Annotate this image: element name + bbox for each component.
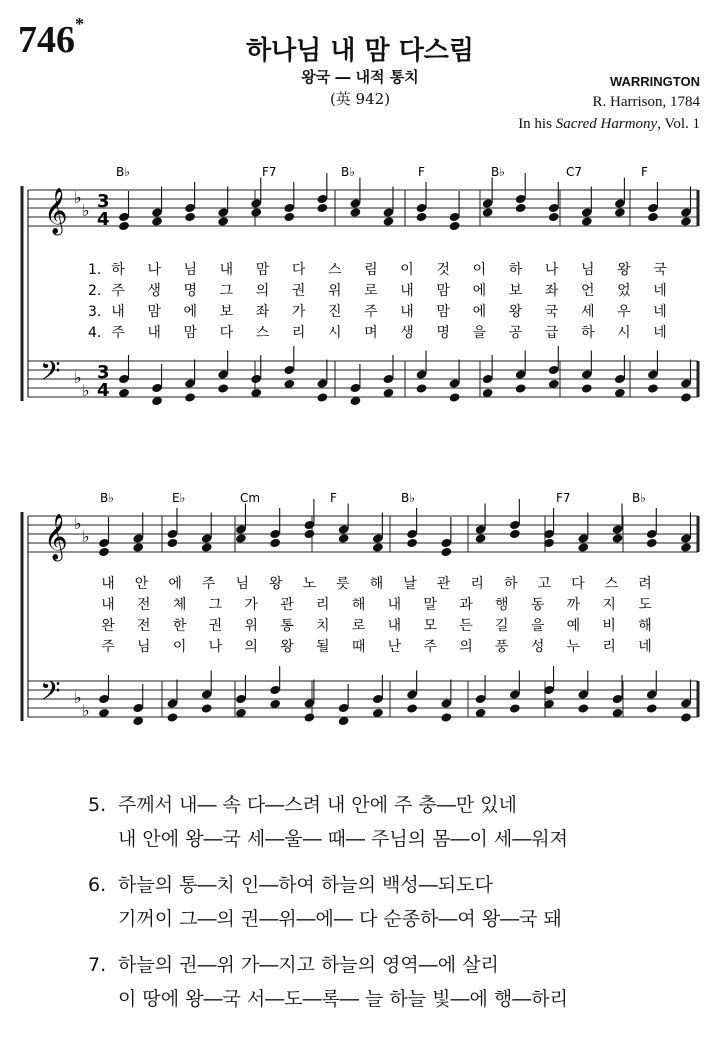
system2-chord-symbol: Cm [240, 491, 261, 505]
system1-bass-note [647, 383, 659, 394]
system1-lyric-syllable: 이 [472, 262, 487, 278]
system2-alto-note [201, 542, 213, 553]
extra-verse-line: 이 땅에 왕―국 서―도―록― 늘 하늘 빛―에 행―하리 [118, 988, 568, 1010]
system2-lyric-syllable: 권 [208, 618, 223, 634]
system1-lyric-syllable: 내 [400, 304, 414, 320]
extra-verse-number: 5. [88, 794, 107, 816]
system1-lyric-syllable: 시 [617, 325, 631, 341]
system1-lyric-syllable: 에 [183, 304, 198, 320]
system2-lyric-syllable: 내 [387, 597, 402, 613]
system2-lyric-syllable: 전 [137, 597, 151, 613]
system1-bass-note [184, 392, 196, 403]
system1-verse-number: 1. [88, 262, 102, 278]
system1-verse-number: 4. [88, 325, 102, 341]
system1-lyric-syllable: 좌 [544, 283, 559, 299]
system2-chord-symbol: B♭ [401, 491, 415, 505]
system1-alto-note [382, 216, 394, 227]
system2-lyric-syllable: 그 [208, 597, 223, 613]
system1-lyric-syllable: 맘 [436, 304, 450, 320]
system1-lyric-syllable: 나 [147, 262, 161, 278]
system1-chord-symbol: F [641, 165, 648, 179]
system1-lyric-syllable: 하 [111, 262, 125, 278]
system1-lyric-syllable: 급 [544, 325, 559, 341]
system2-lyric-syllable: 하 [503, 576, 518, 592]
system1-lyric-syllable: 내 [111, 304, 125, 320]
extra-verse-line: 하늘의 권―위 가―지고 하늘의 영역―에 살리 [118, 954, 499, 976]
system2-lyric-syllable: 때 [351, 639, 366, 655]
system1-lyric-syllable: 언 [580, 283, 595, 299]
source-credit: In his Sacred Harmony, Vol. 1 [518, 116, 700, 132]
system2-alto-note [406, 538, 418, 549]
system2-lyric-syllable: 성 [530, 639, 545, 655]
system1-verse-number: 3. [88, 304, 102, 320]
hymn-number: 746* [18, 14, 84, 61]
system1-lyric-syllable: 로 [364, 283, 378, 299]
system1-lyric-syllable: 권 [291, 283, 306, 299]
system1-time-sig: 3 [97, 191, 110, 212]
system1-time-sig: 4 [97, 380, 110, 401]
system2-lyric-syllable: 왕 [269, 576, 283, 592]
system2-bass-note [201, 703, 213, 714]
system1-lyric-syllable: 주 [111, 325, 125, 341]
system2-alto-note [303, 529, 315, 540]
system2-lyric-syllable: 해 [638, 618, 652, 634]
system2-lyric-syllable: 날 [403, 576, 417, 592]
system2-bass-note [509, 703, 521, 714]
tune-name: WARRINGTON [609, 74, 700, 89]
system2-lyric-syllable: 이 [172, 639, 187, 655]
system2-bass-note [406, 703, 418, 714]
system2-lyric-syllable: 까 [566, 597, 581, 613]
system1-alto-note [316, 203, 328, 214]
system1-lyric-syllable: 스 [255, 325, 270, 341]
system1-alto-note [283, 212, 295, 223]
system1-key-flat: ♭ [74, 368, 82, 387]
extra-verse-number: 6. [88, 874, 107, 896]
system2-chord-symbol: F7 [556, 491, 571, 505]
system1-lyric-syllable: 가 [291, 304, 306, 320]
system2-lyric-syllable: 내 [101, 576, 115, 592]
system2-lyric-syllable: 치 [316, 618, 330, 634]
system2-lyric-syllable: 고 [537, 576, 552, 592]
system1-lyric-syllable: 에 [472, 304, 487, 320]
system2-alto-note [166, 538, 178, 549]
system1-lyric-syllable: 세 [580, 304, 595, 320]
system2-alto-note [577, 542, 589, 553]
system2-chord-symbol: F [330, 491, 337, 505]
system1-alto-note [515, 203, 527, 214]
system1-alto-note [581, 216, 593, 227]
system1-lyric-syllable: 보 [219, 304, 234, 320]
system2-lyric-syllable: 통 [280, 618, 294, 634]
system1-alto-note [151, 216, 163, 227]
system1-lyric-syllable: 리 [291, 325, 306, 341]
system1-alto-note [184, 212, 196, 223]
system1-chord-symbol: C7 [566, 165, 583, 179]
system2-alto-note [475, 533, 487, 544]
system1-alto-note [349, 207, 361, 218]
system2-lyric-syllable: 난 [387, 639, 402, 655]
system1-bass-note [449, 392, 461, 403]
system1-lyric-syllable: 다 [291, 262, 306, 278]
system1-bass-note [680, 392, 692, 403]
system1-lyric-syllable: 스 [328, 262, 342, 278]
system1-lyric-syllable: 을 [472, 325, 487, 341]
extra-verse [88, 948, 568, 1016]
extra-verse [88, 788, 568, 856]
system2-lyric-syllable: 려 [638, 576, 652, 592]
system1-lyric-syllable: 맘 [436, 283, 450, 299]
system2-lyric-syllable: 님 [137, 639, 151, 655]
system1-chord-symbol: F [418, 165, 425, 179]
system1-bass-note [416, 383, 428, 394]
system2-lyric-syllable: 네 [638, 639, 652, 655]
system2-lyric-syllable: 관 [436, 576, 451, 592]
system1-lyric-syllable: 국 [653, 262, 667, 278]
system1-lyric-syllable: 주 [111, 283, 125, 299]
system2-lyric-syllable: 에 [168, 576, 182, 592]
system2-alto-note [235, 533, 247, 544]
system1-lyric-syllable: 내 [219, 262, 234, 278]
system2-lyric-syllable: 해 [351, 597, 366, 613]
system1-lyric-syllable: 림 [364, 262, 378, 278]
system2-lyric-syllable: 지 [602, 597, 616, 613]
english-hymn-reference: (英 942) [329, 90, 391, 108]
system1-lyric-syllable: 왕 [617, 262, 631, 278]
system1-lyric-syllable: 내 [147, 325, 161, 341]
system1-lyric-syllable: 국 [544, 304, 559, 320]
system2-lyric-syllable: 노 [302, 576, 317, 592]
system2-lyric-syllable: 주 [201, 576, 216, 592]
system2-lyric-syllable: 완 [101, 618, 115, 634]
system2-bass-note [577, 703, 589, 714]
system2-alto-note [680, 542, 692, 553]
system1-alto-note [680, 216, 692, 227]
system2-lyric-syllable: 든 [459, 618, 473, 634]
system1-alto-note [217, 216, 229, 227]
system1-time-sig: 3 [97, 362, 110, 383]
system1-alto-note [482, 207, 494, 218]
extra-verse-line: 내 안에 왕―국 세―울― 때― 주님의 몸―이 세―워져 [118, 828, 568, 850]
system1-lyric-syllable: 에 [472, 283, 487, 299]
system1-lyric-syllable: 네 [653, 325, 667, 341]
system1-lyric-syllable: 생 [147, 283, 161, 299]
system1-lyric-syllable: 진 [328, 304, 342, 320]
system2-lyric-syllable: 리 [602, 639, 616, 655]
system2-alto-note [440, 547, 452, 558]
system2-lyric-syllable: 나 [208, 639, 223, 655]
system2-alto-note [269, 538, 281, 549]
system2-lyric-syllable: 전 [137, 618, 151, 634]
system1-chord-symbol: F7 [262, 165, 277, 179]
system2-alto-note [372, 542, 384, 553]
system2-lyric-syllable: 도 [638, 597, 652, 613]
system1-alto-note [548, 212, 560, 223]
system2-bass-note [680, 712, 692, 723]
system1-verse-number: 2. [88, 283, 102, 299]
extra-verse-line: 하늘의 통―치 인―하여 하늘의 백성―되도다 [118, 874, 493, 896]
system1-alto-note [614, 207, 626, 218]
system2-lyric-syllable: 비 [602, 618, 616, 634]
system1-lyric-syllable: 의 [255, 283, 270, 299]
system2-lyric-syllable: 모 [423, 618, 437, 634]
system1-lyric-syllable: 다 [219, 325, 234, 341]
system1-alto-note [647, 212, 659, 223]
system1-lyric-syllable: 것 [436, 262, 450, 278]
system1-lyric-syllable: 하 [508, 262, 523, 278]
hymn-subtitle: 왕국 ― 내적 통치 [301, 68, 419, 86]
system1-alto-note [416, 212, 428, 223]
system1-time-sig: 4 [97, 209, 110, 230]
system2-lyric-syllable: 왕 [280, 639, 294, 655]
system1-key-flat: ♭ [74, 188, 82, 207]
extra-verse-number: 7. [88, 954, 107, 976]
system1-lyric-syllable: 이 [400, 262, 414, 278]
system1-bass-note [515, 383, 527, 394]
system2-lyric-syllable: 안 [134, 576, 149, 592]
system2-lyric-syllable: 내 [387, 618, 402, 634]
system1-chord-symbol: B♭ [491, 165, 505, 179]
system1-alto-note [118, 221, 130, 232]
system2-alto-note [338, 533, 350, 544]
system2-lyric-syllable: 스 [604, 576, 619, 592]
system1-lyric-syllable: 생 [400, 325, 414, 341]
system2-lyric-syllable: 한 [172, 618, 187, 634]
system1-lyric-syllable: 우 [617, 304, 631, 320]
system1-lyric-syllable: 좌 [255, 304, 270, 320]
system2-treble-clef-icon: 𝄞 [44, 514, 68, 560]
system2-lyric-syllable: 리 [470, 576, 484, 592]
system2-bass-note [166, 712, 178, 723]
system2-lyric-syllable: 위 [244, 618, 258, 634]
system2-lyric-syllable: 님 [235, 576, 250, 592]
system1-chord-symbol: B♭ [116, 165, 130, 179]
system2-alto-note [509, 529, 521, 540]
system1-lyric-syllable: 그 [219, 283, 234, 299]
system1-chord-symbol: B♭ [341, 165, 355, 179]
system1-lyric-syllable: 님 [580, 262, 595, 278]
system2-lyric-syllable: 길 [495, 618, 509, 634]
system2-lyric-syllable: 될 [316, 639, 330, 655]
system2-lyric-syllable: 과 [459, 597, 473, 613]
system1-alto-note [250, 207, 262, 218]
system2-lyric-syllable: 누 [566, 639, 581, 655]
system2-lyric-syllable: 말 [423, 597, 437, 613]
system2-alto-note [98, 547, 110, 558]
system1-bass-note [581, 383, 593, 394]
system2-lyric-syllable: 을 [530, 618, 545, 634]
system2-lyric-syllable: 릇 [336, 576, 350, 592]
system2-chord-symbol: B♭ [100, 491, 114, 505]
system2-key-flat: ♭ [82, 527, 90, 546]
extra-verse-line: 기꺼이 그―의 권―위―에― 다 순종하―여 왕―국 돼 [118, 908, 562, 930]
system2-key-flat: ♭ [74, 514, 82, 533]
system1-lyric-syllable: 위 [328, 283, 342, 299]
system2-lyric-syllable: 리 [316, 597, 330, 613]
extra-verse [88, 868, 562, 936]
hymn-title: 하나님 내 맘 다스림 [245, 36, 475, 66]
extra-verse-line: 주께서 내― 속 다―스려 내 안에 주 충―만 있네 [118, 794, 517, 816]
system2-alto-note [646, 538, 658, 549]
system2-key-flat: ♭ [82, 701, 90, 720]
system1-alto-note [449, 221, 461, 232]
system2-lyric-syllable: 주 [423, 639, 437, 655]
system1-lyric-syllable: 님 [183, 262, 198, 278]
system1-lyric-syllable: 맘 [183, 325, 198, 341]
system2-lyric-syllable: 풍 [495, 639, 509, 655]
system1-lyric-syllable: 었 [617, 283, 631, 299]
system2-bass-note [303, 712, 315, 723]
system1-lyric-syllable: 나 [544, 262, 559, 278]
system2-bass-note [440, 712, 452, 723]
system1-bass-note [217, 383, 229, 394]
system2-lyric-syllable: 의 [244, 639, 258, 655]
system1-lyric-syllable: 네 [653, 304, 667, 320]
system1-lyric-syllable: 맘 [147, 304, 161, 320]
system1-bass-clef-icon: 𝄢 [40, 355, 61, 393]
system2-lyric-syllable: 다 [571, 576, 585, 592]
system2-lyric-syllable: 해 [369, 576, 384, 592]
system1-lyric-syllable: 보 [508, 283, 523, 299]
system1-lyric-syllable: 내 [400, 283, 414, 299]
system1-lyric-syllable: 시 [328, 325, 342, 341]
system2-chord-symbol: B♭ [632, 491, 646, 505]
system2-lyric-syllable: 관 [280, 597, 294, 613]
system1-lyric-syllable: 하 [580, 325, 595, 341]
system1-lyric-syllable: 명 [436, 325, 450, 341]
system1-bass-note [316, 392, 328, 403]
system2-lyric-syllable: 동 [530, 597, 545, 613]
system1-lyric-syllable: 네 [653, 283, 667, 299]
system2-lyric-syllable: 내 [101, 597, 115, 613]
system2-lyric-syllable: 예 [566, 618, 581, 634]
system2-lyric-syllable: 가 [244, 597, 258, 613]
composer: R. Harrison, 1784 [592, 94, 700, 110]
system2-key-flat: ♭ [74, 688, 82, 707]
system2-lyric-syllable: 주 [101, 639, 115, 655]
system1-lyric-syllable: 주 [364, 304, 378, 320]
system2-lyric-syllable: 행 [495, 597, 509, 613]
system2-alto-note [132, 542, 144, 553]
system1-lyric-syllable: 맘 [255, 262, 270, 278]
system2-alto-note [612, 533, 624, 544]
system2-lyric-syllable: 의 [459, 639, 473, 655]
system2-lyric-syllable: 체 [172, 597, 187, 613]
system1-lyric-syllable: 며 [364, 325, 378, 341]
hymn-mark: * [75, 14, 84, 34]
system1-key-flat: ♭ [82, 381, 90, 400]
system2-chord-symbol: E♭ [172, 491, 186, 505]
system1-key-flat: ♭ [82, 201, 90, 220]
system1-lyric-syllable: 왕 [508, 304, 523, 320]
system2-bass-note [646, 703, 658, 714]
system2-bass-clef-icon: 𝄢 [40, 675, 61, 713]
system2-lyric-syllable: 로 [351, 618, 366, 634]
system1-lyric-syllable: 공 [508, 325, 523, 341]
system1-lyric-syllable: 명 [183, 283, 198, 299]
system1-treble-clef-icon: 𝄞 [44, 188, 68, 234]
